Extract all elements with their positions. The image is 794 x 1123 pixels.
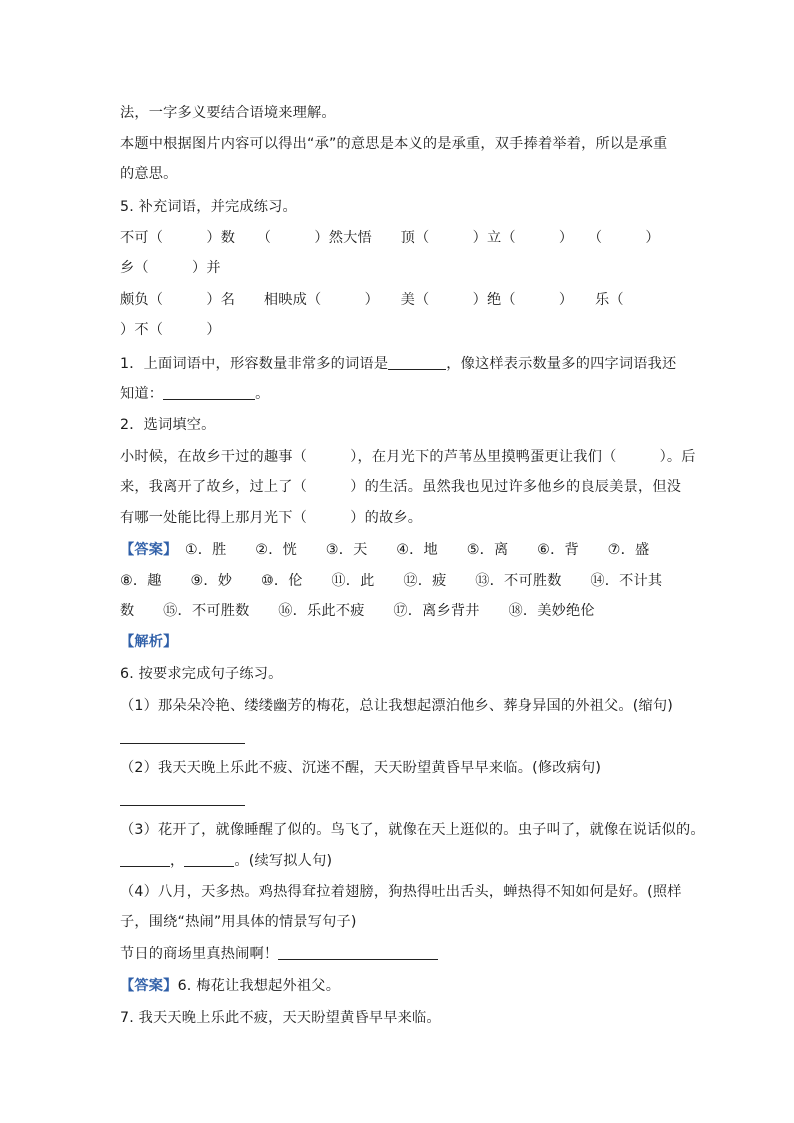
answer-line: [120, 976, 340, 996]
sentence-task-4: （4）八月，天多热。鸡热得耷拉着翅膀，狗热得吐出舌头，蝉热得不知如何是好。(照样: [120, 884, 682, 900]
instruction-text: 。(续写拟人句): [234, 853, 333, 869]
sentence-task-4: 子，围绕“热闹”用具体的情景写句子): [120, 914, 357, 930]
text-line: 的意思。: [120, 166, 178, 182]
answer-line: ⑧．趣 ⑨．妙 ⑩．伦 ⑪．此 ⑫．疲 ⑬．不可胜数 ⑭．不计其: [120, 573, 663, 589]
exercise-1-text: 1．上面词语中，形容数量非常多的词语是: [120, 356, 389, 372]
separator-text: ，: [170, 853, 185, 869]
answer-tag: 【答案】: [120, 978, 178, 994]
passage-line: 来，我离开了故乡，过上了（ ）的生活。虽然我也见过许多他乡的良辰美景，但没: [120, 479, 682, 495]
answer-blank[interactable]: [120, 852, 170, 867]
sentence-task-3-answer: [120, 851, 332, 871]
idiom-fill-line: 颇负（ ）名 相映成（ ） 美（ ）绝（ ） 乐（: [120, 292, 624, 308]
exercise-1-text: ，像这样表示数量多的四字词语我还: [446, 356, 677, 372]
exercise-2-title: 2．选词填空。: [120, 417, 216, 433]
passage-line: 有哪一处能比得上那月光下（ ）的故乡。: [120, 510, 423, 526]
question-6-title: 6. 按要求完成句子练习。: [120, 666, 283, 682]
answer-underline[interactable]: [120, 805, 245, 806]
answer-line: 数 ⑮．不可胜数 ⑯．乐此不疲 ⑰．离乡背井 ⑱．美妙绝伦: [120, 603, 595, 619]
sentence-task-1: （1）那朵朵冷艳、缕缕幽芳的梅花，总让我想起漂泊他乡、葬身异国的外祖父。(缩句): [120, 698, 674, 714]
sentence-task-4-answer: [120, 944, 438, 964]
question-5-title: 5. 补充词语，并完成练习。: [120, 199, 297, 215]
answer-text: 6. 梅花让我想起外祖父。: [177, 978, 341, 994]
idiom-fill-line: ）不（ ）: [120, 322, 221, 338]
text-line: 本题中根据图片内容可以得出“承”的意思是本义的是承重，双手捧着举着，所以是承重: [120, 136, 668, 152]
sentence-task-2: （2）我天天晚上乐此不疲、沉迷不醒，天天盼望黄昏早早来临。(修改病句): [120, 760, 602, 776]
answer-line: 7. 我天天晚上乐此不疲，天天盼望黄昏早早来临。: [120, 1010, 441, 1026]
idiom-fill-line: 乡（ ）并: [120, 260, 221, 276]
answer-blank[interactable]: [184, 852, 234, 867]
analysis-tag: 【解析】: [120, 634, 178, 650]
passage-line: 小时候，在故乡干过的趣事（ ），在月光下的芦苇丛里摸鸭蛋更让我们（ ）。后: [120, 449, 696, 465]
exercise-1-line: [120, 354, 676, 374]
answer-underline[interactable]: [120, 743, 245, 744]
exercise-1-text: 。: [255, 386, 270, 402]
idiom-fill-line: 不可（ ）数 （ ）然大悟 顶（ ）立（ ） （ ）: [120, 230, 660, 246]
exercise-1-text: 知道：: [120, 386, 164, 402]
answer-blank[interactable]: [388, 355, 446, 370]
answer-blank[interactable]: [278, 945, 438, 960]
answer-line: [120, 540, 649, 560]
answer-blank[interactable]: [163, 385, 255, 400]
exercise-1-line: [120, 384, 270, 404]
answer-text: ①．胜 ②．恍 ③．天 ④．地 ⑤．离 ⑥．背 ⑦．盛: [170, 542, 650, 558]
prompt-text: 节日的商场里真热闹啊！: [120, 946, 279, 962]
answer-tag: 【答案】: [120, 542, 171, 558]
text-line: 法，一字多义要结合语境来理解。: [120, 105, 336, 121]
sentence-task-3: （3）花开了，就像睡醒了似的。鸟飞了，就像在天上逛似的。虫子叫了，就像在说话似的。: [120, 822, 705, 838]
